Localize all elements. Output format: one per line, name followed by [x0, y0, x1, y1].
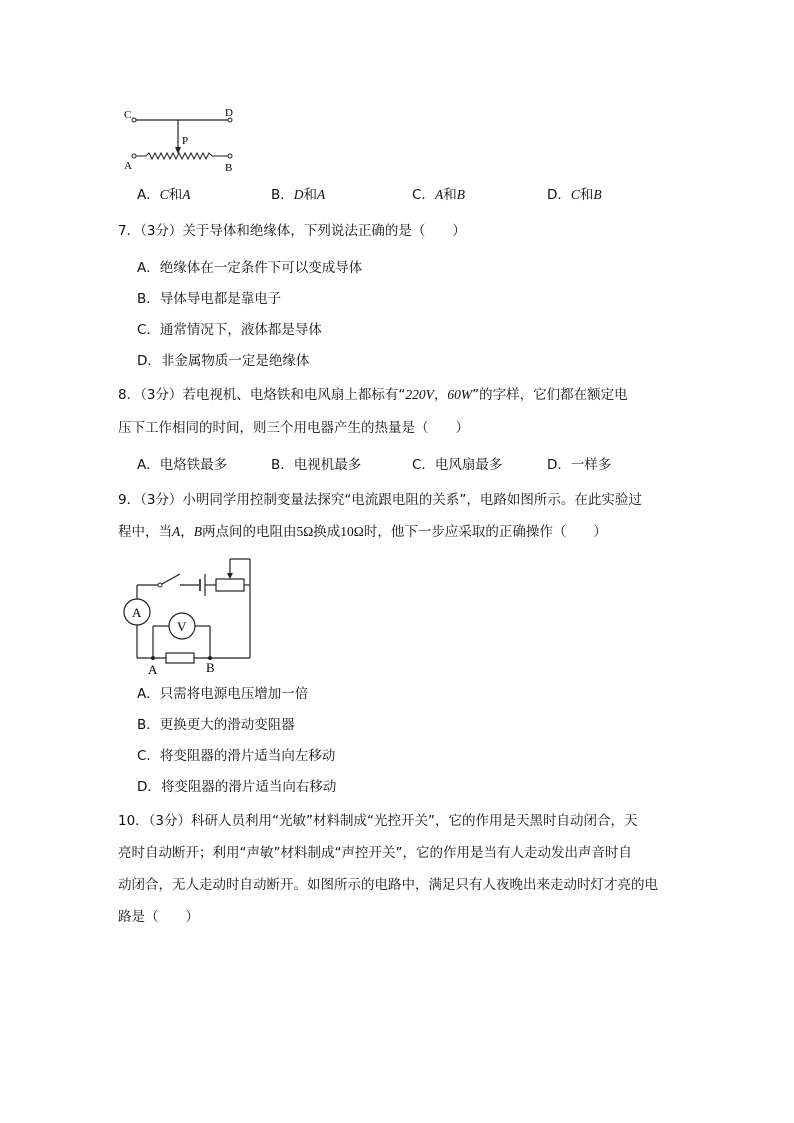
- label-c: C: [124, 109, 132, 121]
- q10-stem-line3: 动闭合，无人走动时自动断开。如图所示的电路中，满足只有人夜晚出来走动时灯才亮的电: [118, 877, 658, 893]
- q7-option-b[interactable]: B．导体导电都是靠电子: [137, 291, 282, 307]
- q9-option-d[interactable]: D．将变阻器的滑片适当向右移动: [137, 779, 337, 795]
- q8-stem-line1: 8．（3分）若电视机、电烙铁和电风扇上都标有“220V，60W”的字样，它们都在额定电: [118, 387, 628, 403]
- label-p: P: [182, 135, 189, 147]
- q8-option-b[interactable]: B．电视机最多: [271, 457, 362, 473]
- point-b-label: B: [206, 660, 215, 675]
- label-d: D: [225, 107, 233, 119]
- label-a: A: [124, 160, 132, 172]
- q9-stem-line2: 程中，当A，B两点间的电阻由5Ω换成10Ω时，他下一步应采取的正确操作（ ）: [118, 524, 607, 540]
- resistance-wire: [136, 153, 228, 159]
- terminal-c: [132, 118, 136, 122]
- switch-blade: [162, 574, 180, 584]
- rheostat-diagram: [118, 100, 248, 175]
- rheostat-body: [216, 579, 244, 591]
- q9-option-b[interactable]: B．更换更大的滑动变阻器: [137, 717, 295, 733]
- circuit-diagram: [118, 555, 268, 680]
- terminal-b: [228, 154, 232, 158]
- slider-arrow: [175, 147, 181, 154]
- q6-option-b[interactable]: B．D和A: [271, 187, 326, 203]
- junction-a: [151, 656, 155, 660]
- q7-option-c[interactable]: C．通常情况下，液体都是导体: [137, 322, 322, 338]
- q6-option-a[interactable]: A．C和A: [137, 187, 191, 203]
- q7-option-a[interactable]: A．绝缘体在一定条件下可以变成导体: [137, 260, 363, 276]
- resistor: [166, 653, 194, 663]
- q8-stem-line2: 压下工作相同的时间，则三个用电器产生的热量是（ ）: [118, 420, 469, 436]
- ammeter-label: A: [132, 605, 142, 620]
- label-b: B: [225, 162, 233, 174]
- switch-pivot: [158, 583, 162, 587]
- q9-option-c[interactable]: C．将变阻器的滑片适当向左移动: [137, 748, 336, 764]
- terminal-a: [132, 154, 136, 158]
- q10-stem-line1: 10．（3分）科研人员利用“光敏”材料制成“光控开关”，它的作用是天黑时自动闭合，天: [118, 813, 638, 829]
- voltmeter-label: V: [177, 619, 187, 634]
- q10-stem-line4: 路是（ ）: [118, 909, 199, 925]
- q8-option-a[interactable]: A．电烙铁最多: [137, 457, 228, 473]
- q9-option-a[interactable]: A．只需将电源电压增加一倍: [137, 686, 309, 702]
- q7-option-d[interactable]: D．非金属物质一定是绝缘体: [137, 353, 310, 369]
- rheostat-slider-arrow: [227, 573, 233, 579]
- q6-option-c[interactable]: C．A和B: [412, 187, 465, 203]
- q8-option-d[interactable]: D．一样多: [547, 457, 612, 473]
- q7-stem: 7．（3分）关于导体和绝缘体，下列说法正确的是（ ）: [118, 223, 466, 239]
- q10-stem-line2: 亮时自动断开；利用“声敏”材料制成“声控开关”，它的作用是当有人走动发出声音时自: [118, 845, 632, 861]
- point-a-label: A: [148, 662, 158, 677]
- q8-option-c[interactable]: C．电风扇最多: [412, 457, 503, 473]
- q9-stem-line1: 9．（3分）小明同学用控制变量法探究“电流跟电阻的关系”，电路如图所示。在此实验过: [118, 492, 642, 508]
- q6-option-d[interactable]: D．C和B: [547, 187, 602, 203]
